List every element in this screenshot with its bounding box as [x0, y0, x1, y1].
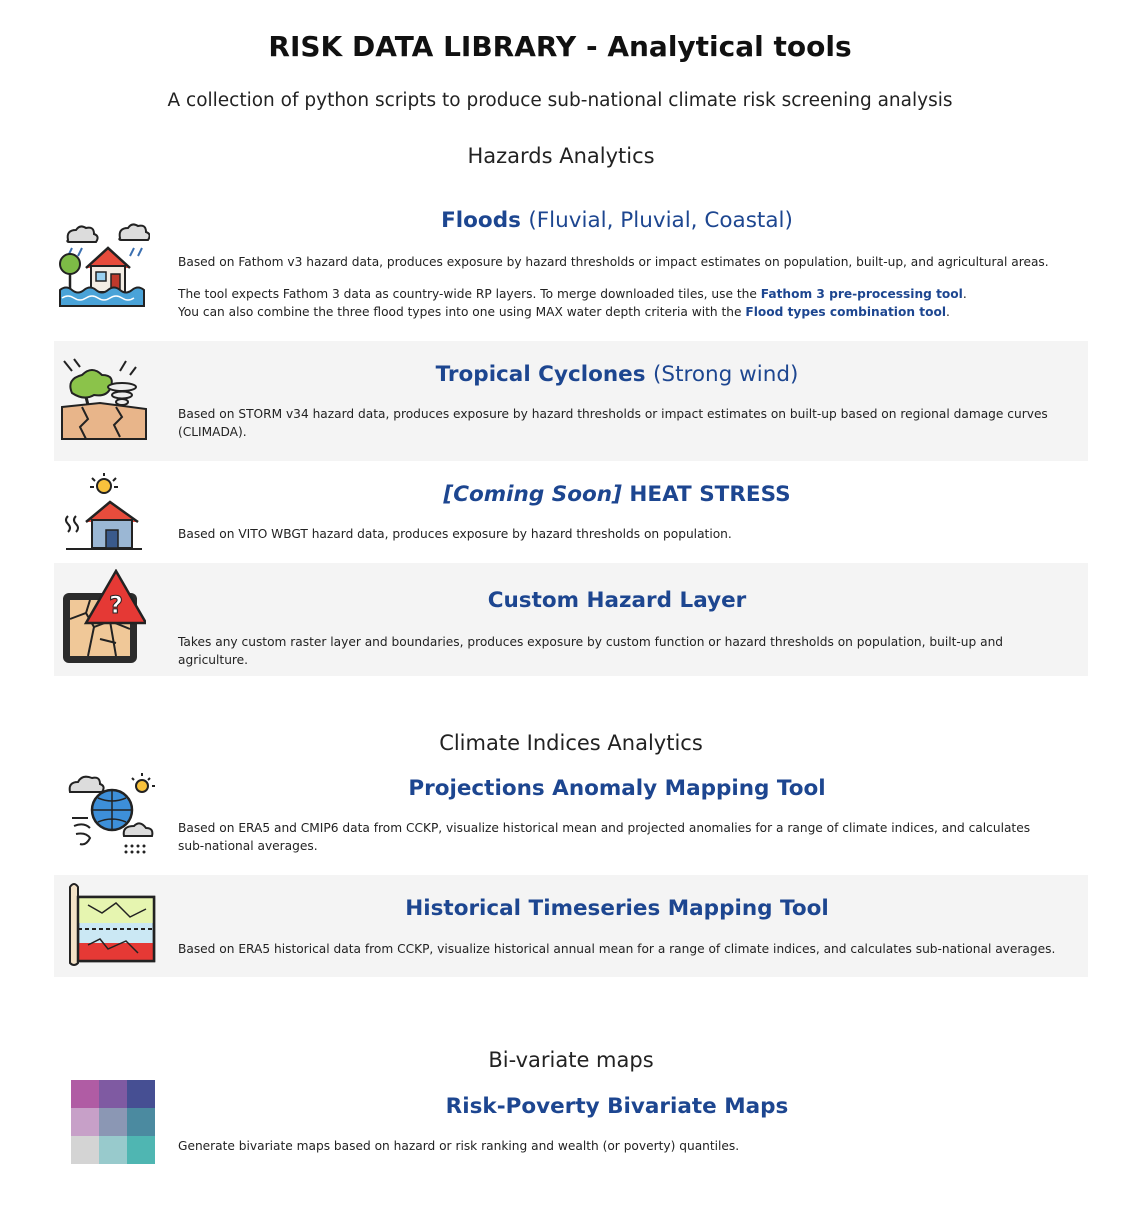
- bivariate-cell: [71, 1080, 99, 1108]
- tool-card-floods: [54, 196, 1088, 336]
- bivariate-cell: [71, 1136, 99, 1164]
- bivariate-cell: [71, 1108, 99, 1136]
- projections-description: Based on ERA5 and CMIP6 data from CCKP, visualize historical mean and projected anomalies for a range of climate indices, and calculates sub-national averages.: [178, 821, 1031, 853]
- historical-description: Based on ERA5 historical data from CCKP, visualize historical annual mean for a range of climate indices, and calculates sub-national averages.: [178, 942, 1056, 956]
- bivariate-cell: [127, 1108, 155, 1136]
- section-title-hazards: Hazards Analytics: [467, 144, 655, 168]
- floods-title[interactable]: [178, 208, 1056, 233]
- cyclones-title-sub[interactable]: (Strong wind): [653, 362, 799, 387]
- floods-note-period-b: .: [946, 305, 950, 319]
- flood-house-icon: [58, 220, 150, 308]
- page-subtitle: A collection of python scripts to produce sub-national climate risk screening analysis: [167, 90, 953, 111]
- fathom-preprocessing-link[interactable]: Fathom 3 pre-processing tool: [760, 287, 963, 301]
- tool-card-historical: [54, 875, 1088, 977]
- section-title-bivariate: Bi-variate maps: [488, 1048, 654, 1072]
- cyclones-title-main[interactable]: Tropical Cyclones: [435, 362, 646, 387]
- heat-house-icon: [62, 472, 146, 552]
- bivariate-grid-icon: [71, 1080, 155, 1164]
- heat-stress-title[interactable]: [178, 482, 1056, 507]
- bivariate-cell: [127, 1136, 155, 1164]
- bivariate-title[interactable]: Risk-Poverty Bivariate Maps: [445, 1094, 789, 1119]
- tool-card-cyclones: [54, 341, 1088, 461]
- floods-note: [178, 285, 1058, 321]
- custom-hazard-icon: [60, 569, 146, 667]
- bivariate-cell: [99, 1108, 127, 1136]
- custom-hazard-description: Takes any custom raster layer and boundaries, produces exposure by custom function or hazard thresholds on population, built-up and agriculture.: [178, 635, 1004, 667]
- heat-stress-description: Based on VITO WBGT hazard data, produces exposure by hazard thresholds on population.: [178, 527, 732, 541]
- heat-stress-coming-soon: [Coming Soon]: [443, 482, 622, 507]
- bivariate-cell: [127, 1080, 155, 1108]
- svg-text:?: ?: [109, 591, 123, 619]
- storm-icon: [60, 357, 148, 441]
- flood-types-combination-link[interactable]: Flood types combination tool: [745, 305, 947, 319]
- cyclones-description: Based on STORM v34 hazard data, produces exposure by hazard thresholds or impact estimates on built-up based on regional damage curves (CLIMADA).: [178, 407, 1048, 439]
- projections-title[interactable]: Projections Anomaly Mapping Tool: [408, 776, 826, 801]
- cyclones-title[interactable]: [178, 362, 1056, 387]
- floods-title-main[interactable]: Floods: [441, 208, 521, 233]
- floods-description: Based on Fathom v3 hazard data, produces exposure by hazard thresholds or impact estimates on population, built-up, and agricultural areas.: [178, 255, 1049, 269]
- tool-card-heat-stress: [54, 466, 1088, 558]
- bivariate-cell: [99, 1080, 127, 1108]
- custom-hazard-title[interactable]: Custom Hazard Layer: [487, 588, 747, 613]
- bivariate-description: Generate bivariate maps based on hazard or risk ranking and wealth (or poverty) quantiles.: [178, 1139, 740, 1153]
- historical-title[interactable]: Historical Timeseries Mapping Tool: [405, 896, 829, 921]
- section-title-climate: Climate Indices Analytics: [439, 731, 703, 755]
- page-title: RISK DATA LIBRARY - Analytical tools: [268, 30, 852, 63]
- tool-card-projections: [54, 770, 1088, 870]
- floods-note-b: You can also combine the three flood types into one using MAX water depth criteria with the: [178, 305, 746, 319]
- floods-note-a: The tool expects Fathom 3 data as country-wide RP layers. To merge downloaded tiles, use the: [178, 287, 761, 301]
- floods-note-period-a: .: [962, 287, 967, 301]
- tool-card-bivariate: [54, 1080, 1088, 1170]
- bivariate-cell: [99, 1136, 127, 1164]
- map-icon: [68, 883, 158, 967]
- climate-globe-icon: [68, 770, 156, 858]
- heat-stress-title-main[interactable]: HEAT STRESS: [629, 482, 791, 507]
- tool-card-custom-hazard: [54, 563, 1088, 676]
- floods-title-sub[interactable]: (Fluvial, Pluvial, Coastal): [528, 208, 793, 233]
